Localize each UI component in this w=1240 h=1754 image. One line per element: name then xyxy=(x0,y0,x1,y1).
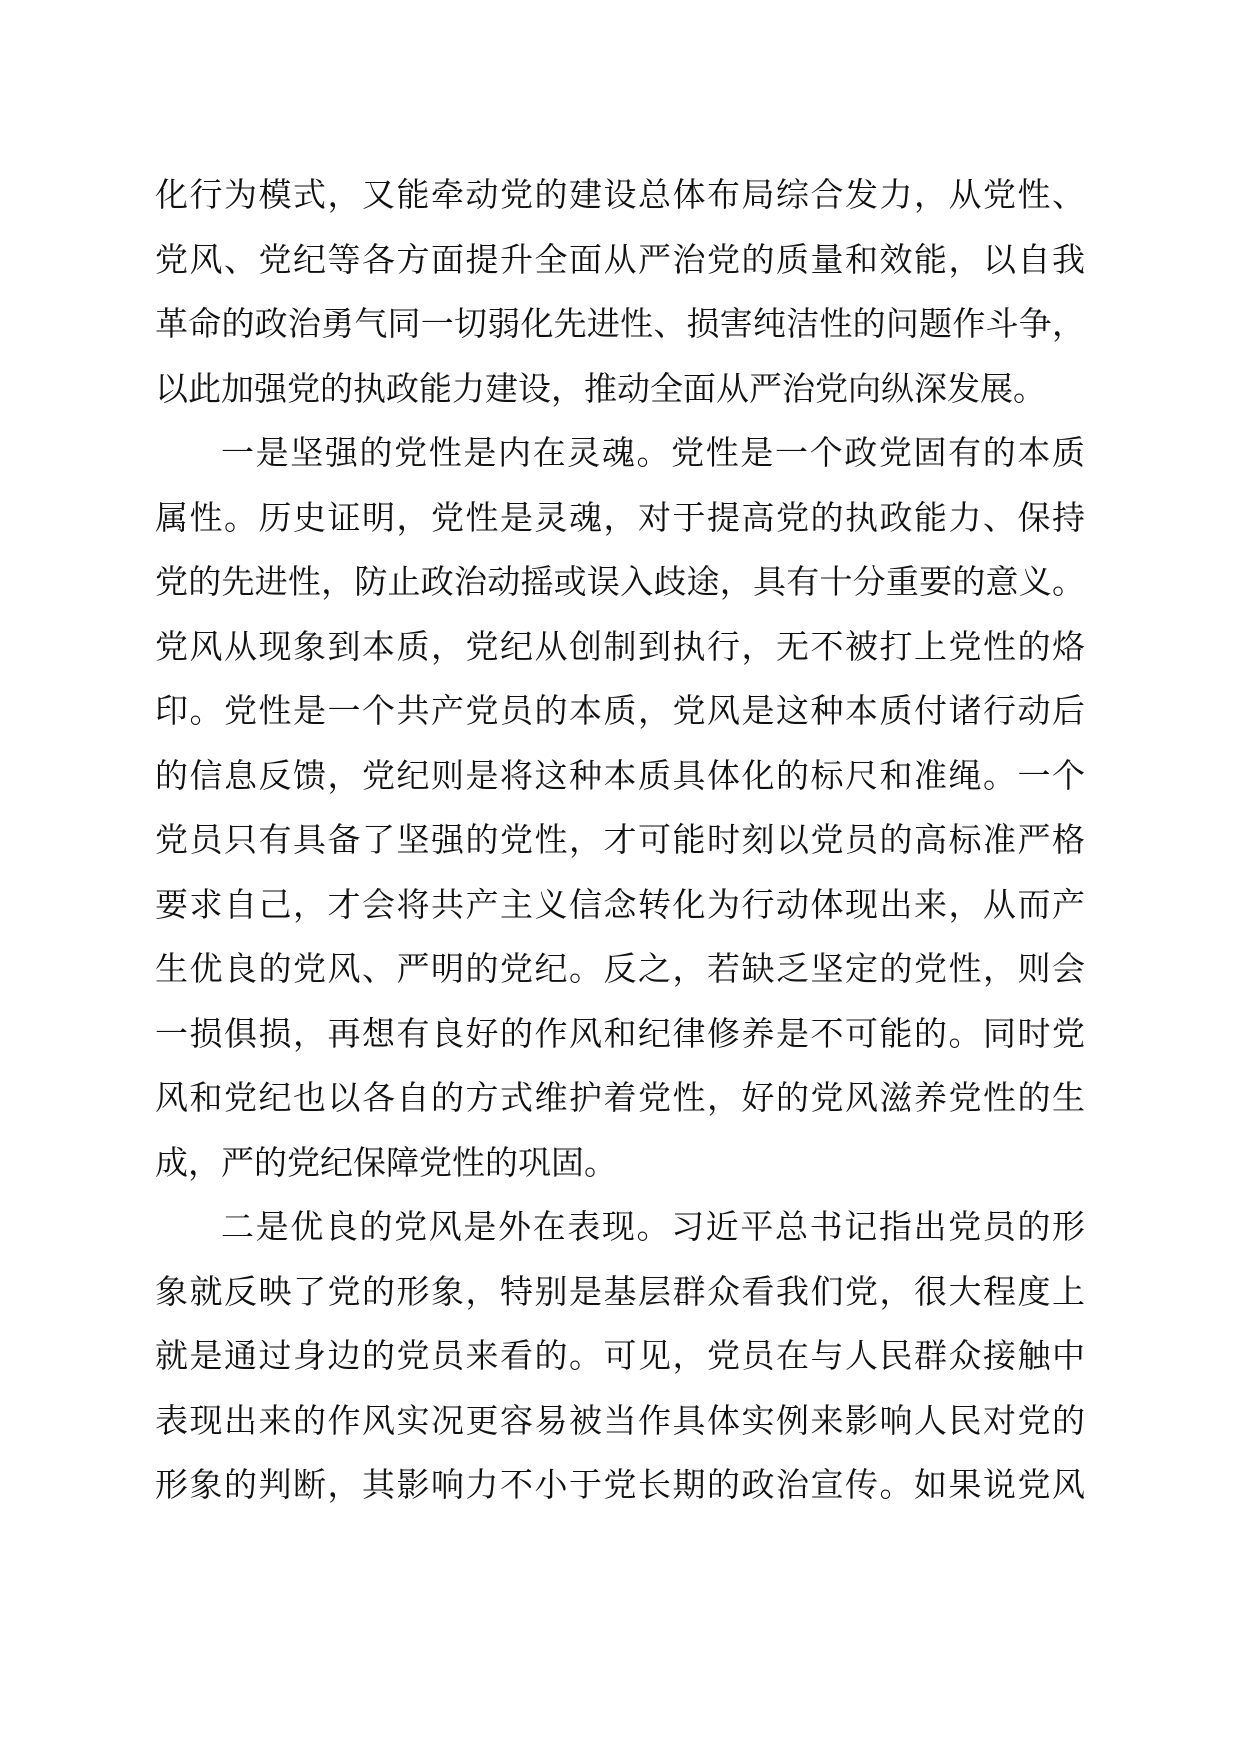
text-line: 象就反映了党的形象，特别是基层群众看我们党，很大程度上 xyxy=(155,1271,1085,1311)
text-line: 以此加强党的执政能力建设，推动全面从严治党向纵深发展。 xyxy=(155,368,1046,408)
text-line: 就是通过身边的党员来看的。可见，党员在与人民群众接触中 xyxy=(155,1336,1085,1375)
text-line: 要求自己，才会将共产主义信念转化为行动体现出来，从而产 xyxy=(155,884,1085,924)
text-line: 党的先进性，防止政治动摇或误入歧途，具有十分重要的意义。 xyxy=(155,562,1085,601)
body-text xyxy=(155,163,1085,1518)
text-line: 成，严的党纪保障党性的巩固。 xyxy=(155,1142,617,1182)
text-line: 一损俱损，再想有良好的作风和纪律修养是不可能的。同时党 xyxy=(155,1013,1085,1053)
text-line: 党员只有具备了坚强的党性，才可能时刻以党员的高标准严格 xyxy=(155,820,1085,859)
text-line: 化行为模式，又能牵动党的建设总体布局综合发力，从党性、 xyxy=(155,175,1085,214)
text-line: 印。党性是一个共产党员的本质，党风是这种本质付诸行动后 xyxy=(155,691,1085,730)
text-line: 革命的政治勇气同一切弱化先进性、损害纯洁性的问题作斗争， xyxy=(155,304,1085,343)
text-line: 风和党纪也以各自的方式维护着党性，好的党风滋养党性的生 xyxy=(155,1078,1085,1117)
text-line: 生优良的党风、严明的党纪。反之，若缺乏坚定的党性，则会 xyxy=(155,949,1085,988)
paragraph-first-line: 二是优良的党风是外在表现。习近平总书记指出党员的形 xyxy=(221,1207,1085,1246)
text-line: 表现出来的作风实况更容易被当作具体实例来影响人民对党的 xyxy=(155,1400,1085,1440)
text-line: 属性。历史证明，党性是灵魂，对于提高党的执政能力、保持 xyxy=(155,497,1085,537)
paragraph-first-line: 一是坚强的党性是内在灵魂。党性是一个政党固有的本质 xyxy=(221,433,1085,472)
text-line: 形象的判断，其影响力不小于党长期的政治宣传。如果说党风 xyxy=(155,1465,1085,1504)
text-line: 党风、党纪等各方面提升全面从严治党的质量和效能，以自我 xyxy=(155,239,1085,279)
text-line: 党风从现象到本质，党纪从创制到执行，无不被打上党性的烙 xyxy=(155,626,1085,666)
text-line: 的信息反馈，党纪则是将这种本质具体化的标尺和准绳。一个 xyxy=(155,755,1085,795)
